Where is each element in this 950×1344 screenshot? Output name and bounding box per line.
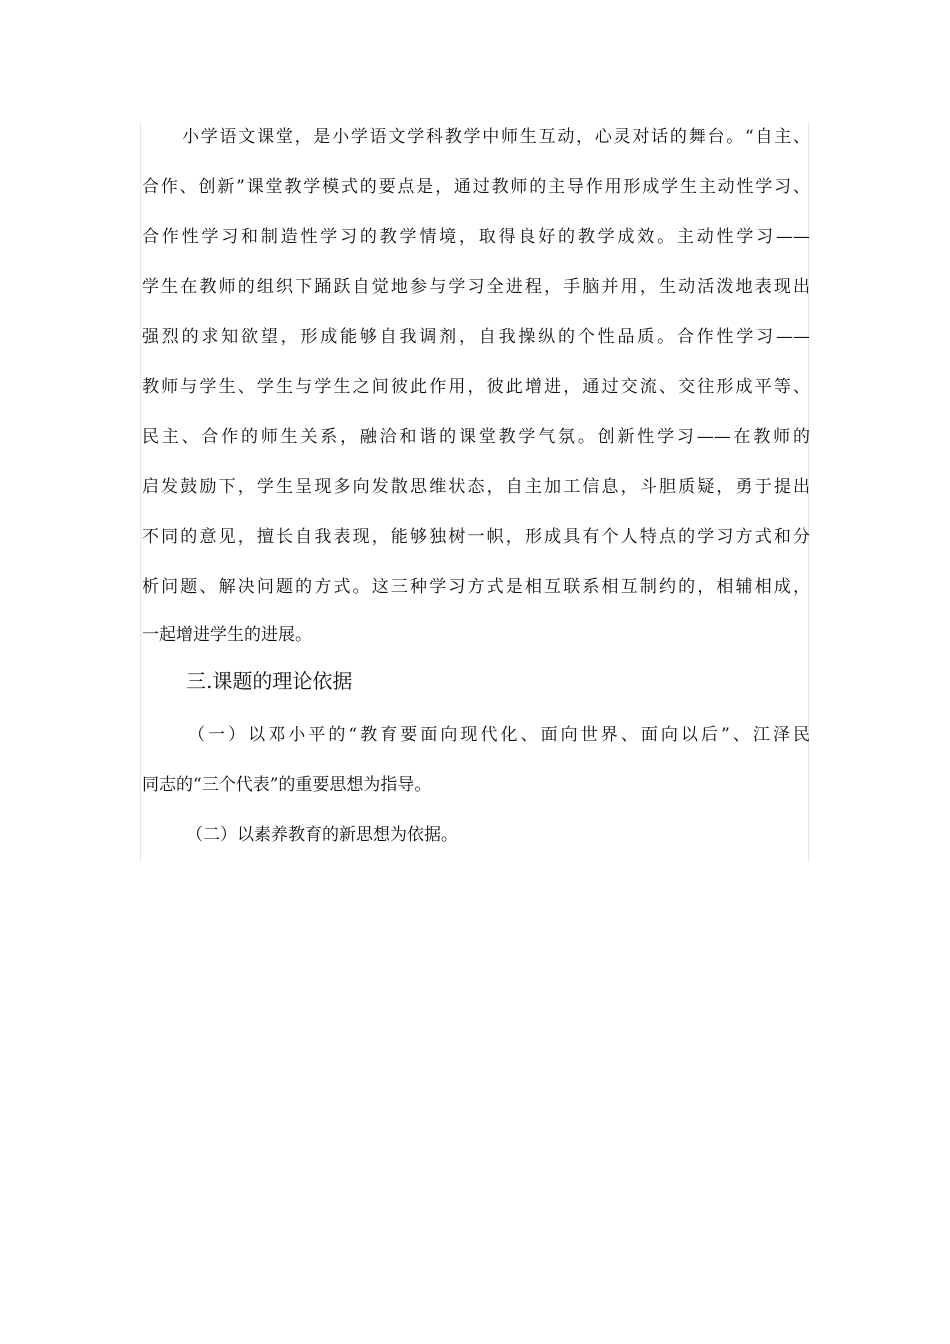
item-1-line-1: （一）以邓小平的“教育要面向现代化、面向世界、面向以后”、江泽民 xyxy=(188,725,810,745)
paragraph-1-line-1: 小学语文课堂，是小学语文学科教学中师生互动，心灵对话的舞台。“自主、 xyxy=(182,127,810,147)
paragraph-1-line-8: 启发鼓励下，学生呈现多向发散思维状态，自主加工信息，斗胆质疑，勇于提出 xyxy=(142,477,810,497)
paragraph-1-line-2: 合作、创新”课堂教学模式的要点是，通过教师的主导作用形成学生主动性学习、 xyxy=(142,177,810,197)
paragraph-1-line-5: 强烈的求知欲望，形成能够自我调剂，自我操纵的个性品质。合作性学习—— xyxy=(142,327,810,347)
left-margin-rule xyxy=(140,122,141,622)
paragraph-1-line-9: 不同的意见，擅长自我表现，能够独树一帜，形成具有个人特点的学习方式和分 xyxy=(142,527,810,547)
paragraph-1-line-4: 学生在教师的组织下踊跃自觉地参与学习全进程，手脑并用，生动活泼地表现出 xyxy=(142,277,810,297)
paragraph-1-line-10: 析问题、解决问题的方式。这三种学习方式是相互联系相互制约的，相辅相成， xyxy=(142,577,810,597)
item-1-line-2: 同志的“三个代表”的重要思想为指导。 xyxy=(142,775,432,795)
paragraph-1-line-3: 合作性学习和制造性学习的教学情境，取得良好的教学成效。主动性学习—— xyxy=(142,227,810,247)
paragraph-1-line-7: 民主、合作的师生关系，融洽和谐的课堂教学气氛。创新性学习——在教师的 xyxy=(142,427,810,447)
paragraph-1-line-6: 教师与学生、学生与学生之间彼此作用，彼此增进，通过交流、交往形成平等、 xyxy=(142,377,810,397)
paragraph-1-line-11: 一起增进学生的进展。 xyxy=(142,625,312,645)
section-heading: 三.课题的理论依据 xyxy=(186,669,353,693)
left-margin-rule-lower xyxy=(140,622,141,862)
item-2-line-1: （二）以素养教育的新思想为依据。 xyxy=(186,825,458,845)
